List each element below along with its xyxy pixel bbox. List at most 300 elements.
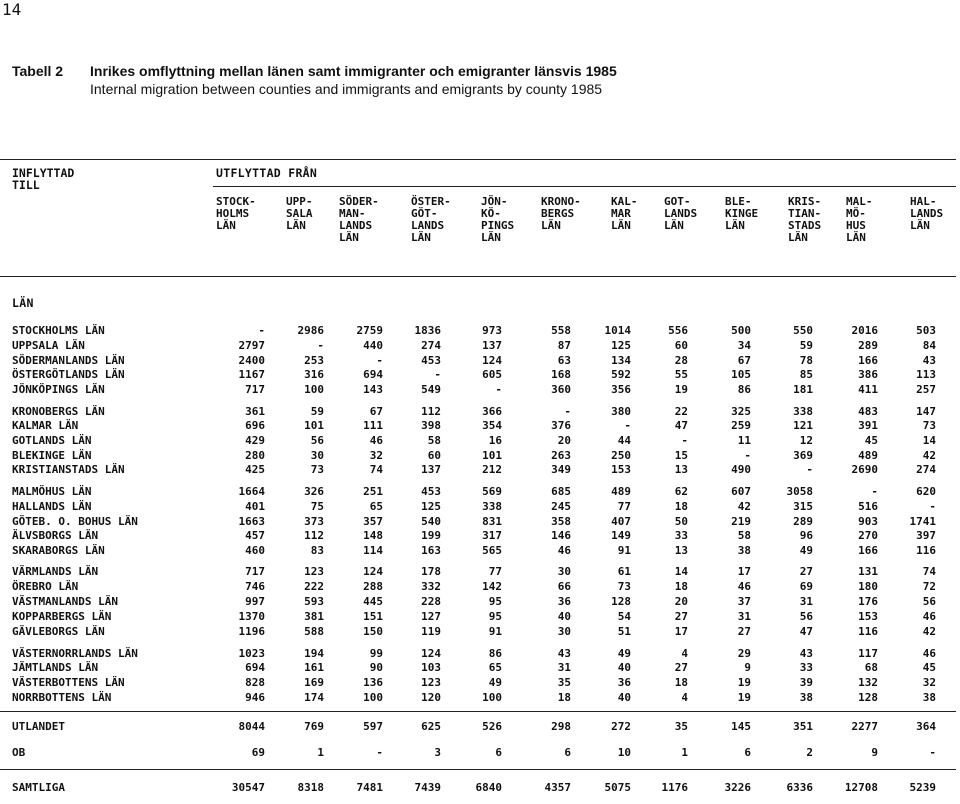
table-cell: 351 bbox=[793, 720, 813, 733]
table-cell: 43 bbox=[922, 354, 936, 367]
table-cell: 597 bbox=[363, 720, 383, 733]
table-cell: 36 bbox=[617, 676, 631, 689]
table-cell: 407 bbox=[611, 515, 631, 528]
table-cell: 6 bbox=[744, 746, 751, 759]
summary-row-label: SAMTLIGA bbox=[12, 781, 65, 794]
table-cell: 132 bbox=[858, 676, 878, 689]
table-row-label: VÄRMLANDS LÄN bbox=[12, 565, 99, 578]
table-cell: 222 bbox=[304, 580, 324, 593]
table-cell: 59 bbox=[799, 339, 813, 352]
table-cell: 44 bbox=[617, 434, 631, 447]
table-cell: 30 bbox=[310, 449, 324, 462]
table-cell: 27 bbox=[737, 625, 751, 638]
column-header: STOCK- HOLMS LÄN bbox=[216, 195, 256, 232]
table-row-label: KRONOBERGS LÄN bbox=[12, 405, 105, 418]
table-cell: 65 bbox=[488, 661, 502, 674]
table-cell: 153 bbox=[611, 463, 631, 476]
table-cell: 2277 bbox=[851, 720, 878, 733]
table-cell: 19 bbox=[737, 691, 751, 704]
table-cell: 56 bbox=[799, 610, 813, 623]
table-cell: 14 bbox=[922, 434, 936, 447]
table-cell: 117 bbox=[858, 647, 878, 660]
table-cell: 176 bbox=[858, 595, 878, 608]
table-cell: 124 bbox=[363, 565, 383, 578]
column-header: BLE- KINGE LÄN bbox=[725, 195, 759, 232]
table-cell: 317 bbox=[482, 529, 502, 542]
table-cell: 174 bbox=[304, 691, 324, 704]
table-cell: - bbox=[376, 354, 383, 367]
table-cell: 91 bbox=[488, 625, 502, 638]
table-cell: 357 bbox=[363, 515, 383, 528]
table-cell: 398 bbox=[421, 419, 441, 432]
table-cell: 565 bbox=[482, 544, 502, 557]
table-cell: 56 bbox=[310, 434, 324, 447]
table-cell: 91 bbox=[617, 544, 631, 557]
table-cell: - bbox=[929, 500, 936, 513]
column-header: MAL- MÖ- HUS LÄN bbox=[846, 195, 873, 244]
table-cell: 338 bbox=[482, 500, 502, 513]
table-row-label: KALMAR LÄN bbox=[12, 419, 79, 432]
column-header: HAL- LANDS LÄN bbox=[910, 195, 944, 232]
table-cell: 411 bbox=[858, 383, 878, 396]
table-cell: 1 bbox=[681, 746, 688, 759]
table-cell: 50 bbox=[674, 515, 688, 528]
table-cell: 125 bbox=[611, 339, 631, 352]
table-cell: 49 bbox=[799, 544, 813, 557]
table-cell: 245 bbox=[551, 500, 571, 513]
table-cell: 14 bbox=[674, 565, 688, 578]
table-cell: 145 bbox=[731, 720, 751, 733]
table-cell: 75 bbox=[310, 500, 324, 513]
table-cell: 607 bbox=[731, 485, 751, 498]
table-cell: 146 bbox=[551, 529, 571, 542]
table-cell: 136 bbox=[363, 676, 383, 689]
table-cell: - bbox=[564, 405, 571, 418]
table-cell: 8318 bbox=[297, 781, 324, 794]
table-cell: 27 bbox=[799, 565, 813, 578]
table-cell: 1176 bbox=[661, 781, 688, 794]
table-cell: 556 bbox=[668, 324, 688, 337]
table-row-label: ÄLVSBORGS LÄN bbox=[12, 529, 99, 542]
table-cell: 401 bbox=[245, 500, 265, 513]
table-cell: 250 bbox=[611, 449, 631, 462]
table-cell: 289 bbox=[858, 339, 878, 352]
table-cell: 6840 bbox=[475, 781, 502, 794]
table-cell: 6 bbox=[495, 746, 502, 759]
table-cell: 100 bbox=[482, 691, 502, 704]
table-cell: 717 bbox=[245, 383, 265, 396]
table-cell: 746 bbox=[245, 580, 265, 593]
table-cell: 526 bbox=[482, 720, 502, 733]
table-cell: 105 bbox=[731, 368, 751, 381]
table-cell: 124 bbox=[421, 647, 441, 660]
table-cell: 272 bbox=[611, 720, 631, 733]
table-cell: 270 bbox=[858, 529, 878, 542]
table-cell: 516 bbox=[858, 500, 878, 513]
table-row-label: JÄMTLANDS LÄN bbox=[12, 661, 99, 674]
table-cell: 376 bbox=[551, 419, 571, 432]
table-cell: 11 bbox=[737, 434, 751, 447]
table-cell: 460 bbox=[245, 544, 265, 557]
table-cell: 2016 bbox=[851, 324, 878, 337]
table-cell: 429 bbox=[245, 434, 265, 447]
table-cell: 55 bbox=[674, 368, 688, 381]
table-cell: 169 bbox=[304, 676, 324, 689]
table-row-label: SÖDERMANLANDS LÄN bbox=[12, 354, 125, 367]
table-cell: 5075 bbox=[604, 781, 631, 794]
table-title-swedish: Inrikes omflyttning mellan länen samt immigranter och emigranter länsvis 1985 bbox=[90, 63, 617, 79]
table-cell: 199 bbox=[421, 529, 441, 542]
column-header: UPP- SALA LÄN bbox=[286, 195, 313, 232]
table-cell: 123 bbox=[421, 676, 441, 689]
table-cell: 7481 bbox=[356, 781, 383, 794]
table-cell: 289 bbox=[793, 515, 813, 528]
table-cell: 489 bbox=[611, 485, 631, 498]
table-cell: 114 bbox=[363, 544, 383, 557]
table-row-label: VÄSTERNORRLANDS LÄN bbox=[12, 647, 138, 660]
table-cell: 73 bbox=[310, 463, 324, 476]
table-cell: 457 bbox=[245, 529, 265, 542]
table-cell: 483 bbox=[858, 405, 878, 418]
table-cell: 219 bbox=[731, 515, 751, 528]
table-cell: 78 bbox=[799, 354, 813, 367]
table-cell: 127 bbox=[421, 610, 441, 623]
table-cell: 28 bbox=[674, 354, 688, 367]
table-row-label: VÄSTMANLANDS LÄN bbox=[12, 595, 118, 608]
row-group-title: LÄN bbox=[12, 296, 34, 310]
table-cell: 101 bbox=[482, 449, 502, 462]
table-cell: 43 bbox=[557, 647, 571, 660]
table-cell: 33 bbox=[799, 661, 813, 674]
table-cell: 5239 bbox=[909, 781, 936, 794]
table-cell: 20 bbox=[674, 595, 688, 608]
table-cell: 38 bbox=[799, 691, 813, 704]
table-cell: 90 bbox=[369, 661, 383, 674]
table-cell: 257 bbox=[916, 383, 936, 396]
table-cell: 128 bbox=[611, 595, 631, 608]
table-cell: 60 bbox=[427, 449, 441, 462]
table-cell: 3 bbox=[434, 746, 441, 759]
table-cell: 592 bbox=[611, 368, 631, 381]
table-cell: 946 bbox=[245, 691, 265, 704]
table-cell: 18 bbox=[557, 691, 571, 704]
table-cell: 2797 bbox=[238, 339, 265, 352]
table-cell: - bbox=[744, 449, 751, 462]
table-cell: 120 bbox=[421, 691, 441, 704]
table-cell: 45 bbox=[922, 661, 936, 674]
table-cell: 2759 bbox=[356, 324, 383, 337]
table-cell: 77 bbox=[617, 500, 631, 513]
table-cell: 31 bbox=[799, 595, 813, 608]
table-cell: 1663 bbox=[238, 515, 265, 528]
table-cell: 30 bbox=[557, 625, 571, 638]
table-cell: 364 bbox=[916, 720, 936, 733]
table-cell: 95 bbox=[488, 595, 502, 608]
table-cell: 17 bbox=[674, 625, 688, 638]
table-cell: 550 bbox=[793, 324, 813, 337]
table-cell: 13 bbox=[674, 544, 688, 557]
table-cell: 37 bbox=[737, 595, 751, 608]
table-cell: 8044 bbox=[238, 720, 265, 733]
table-cell: 31 bbox=[557, 661, 571, 674]
table-cell: 111 bbox=[363, 419, 383, 432]
table-cell: 46 bbox=[922, 610, 936, 623]
table-cell: 128 bbox=[858, 691, 878, 704]
table-cell: 253 bbox=[304, 354, 324, 367]
column-header: GOT- LANDS LÄN bbox=[664, 195, 698, 232]
table-cell: 10 bbox=[617, 746, 631, 759]
table-cell: 360 bbox=[551, 383, 571, 396]
table-cell: 86 bbox=[737, 383, 751, 396]
table-cell: 280 bbox=[245, 449, 265, 462]
table-cell: 19 bbox=[674, 383, 688, 396]
table-cell: 625 bbox=[421, 720, 441, 733]
table-cell: 569 bbox=[482, 485, 502, 498]
table-cell: 717 bbox=[245, 565, 265, 578]
table-cell: 69 bbox=[799, 580, 813, 593]
table-cell: 73 bbox=[922, 419, 936, 432]
table-cell: - bbox=[495, 383, 502, 396]
table-cell: 453 bbox=[421, 354, 441, 367]
table-cell: 42 bbox=[922, 625, 936, 638]
table-cell: 20 bbox=[557, 434, 571, 447]
table-cell: 38 bbox=[737, 544, 751, 557]
table-cell: 361 bbox=[245, 405, 265, 418]
table-cell: 4 bbox=[681, 691, 688, 704]
table-cell: 137 bbox=[421, 463, 441, 476]
table-cell: 46 bbox=[737, 580, 751, 593]
table-cell: 369 bbox=[793, 449, 813, 462]
table-cell: 356 bbox=[611, 383, 631, 396]
table-cell: - bbox=[317, 339, 324, 352]
table-cell: 148 bbox=[363, 529, 383, 542]
table-cell: 36 bbox=[557, 595, 571, 608]
table-cell: 32 bbox=[922, 676, 936, 689]
table-cell: 96 bbox=[799, 529, 813, 542]
table-cell: 251 bbox=[363, 485, 383, 498]
table-cell: 18 bbox=[674, 580, 688, 593]
table-cell: - bbox=[806, 463, 813, 476]
table-cell: 33 bbox=[674, 529, 688, 542]
table-row-label: UPPSALA LÄN bbox=[12, 339, 85, 352]
table-cell: 380 bbox=[611, 405, 631, 418]
table-cell: 100 bbox=[304, 383, 324, 396]
table-cell: 35 bbox=[557, 676, 571, 689]
table-cell: 31 bbox=[737, 610, 751, 623]
table-cell: 151 bbox=[363, 610, 383, 623]
table-cell: 274 bbox=[916, 463, 936, 476]
column-header: ÖSTER- GÖT- LANDS LÄN bbox=[411, 195, 451, 244]
table-cell: 332 bbox=[421, 580, 441, 593]
table-cell: 27 bbox=[674, 661, 688, 674]
table-row-label: NORRBOTTENS LÄN bbox=[12, 691, 112, 704]
table-cell: 549 bbox=[421, 383, 441, 396]
column-header: KAL- MAR LÄN bbox=[611, 195, 638, 232]
table-cell: 46 bbox=[922, 647, 936, 660]
table-cell: 59 bbox=[310, 405, 324, 418]
table-row-label: GOTLANDS LÄN bbox=[12, 434, 92, 447]
summary-row-label: OB bbox=[12, 746, 26, 759]
table-cell: 194 bbox=[304, 647, 324, 660]
table-cell: 74 bbox=[369, 463, 383, 476]
table-cell: 6336 bbox=[786, 781, 813, 794]
table-cell: 397 bbox=[916, 529, 936, 542]
table-cell: - bbox=[871, 485, 878, 498]
table-cell: 123 bbox=[304, 565, 324, 578]
table-cell: 316 bbox=[304, 368, 324, 381]
table-cell: 16 bbox=[488, 434, 502, 447]
table-cell: 62 bbox=[674, 485, 688, 498]
column-group-title: UTFLYTTAD FRÅN bbox=[216, 166, 318, 180]
table-cell: 288 bbox=[363, 580, 383, 593]
table-cell: 69 bbox=[251, 746, 265, 759]
table-cell: 119 bbox=[421, 625, 441, 638]
table-cell: 973 bbox=[482, 324, 502, 337]
table-cell: 19 bbox=[737, 676, 751, 689]
table-cell: 212 bbox=[482, 463, 502, 476]
table-cell: 1836 bbox=[414, 324, 441, 337]
table-cell: 61 bbox=[617, 565, 631, 578]
table-cell: 2986 bbox=[297, 324, 324, 337]
table-cell: 325 bbox=[731, 405, 751, 418]
table-cell: 605 bbox=[482, 368, 502, 381]
table-cell: 38 bbox=[922, 691, 936, 704]
table-cell: 685 bbox=[551, 485, 571, 498]
table-cell: 298 bbox=[551, 720, 571, 733]
table-cell: 67 bbox=[737, 354, 751, 367]
table-cell: 1014 bbox=[604, 324, 631, 337]
table-cell: - bbox=[624, 419, 631, 432]
table-cell: 54 bbox=[617, 610, 631, 623]
table-row-label: HALLANDS LÄN bbox=[12, 500, 92, 513]
table-cell: 620 bbox=[916, 485, 936, 498]
table-cell: 349 bbox=[551, 463, 571, 476]
table-cell: 3058 bbox=[786, 485, 813, 498]
table-row-label: SKARABORGS LÄN bbox=[12, 544, 105, 557]
table-cell: 32 bbox=[369, 449, 383, 462]
column-header: SÖDER- MAN- LANDS LÄN bbox=[339, 195, 379, 244]
table-cell: 142 bbox=[482, 580, 502, 593]
table-row-label: KOPPARBERGS LÄN bbox=[12, 610, 112, 623]
table-cell: 99 bbox=[369, 647, 383, 660]
table-cell: 326 bbox=[304, 485, 324, 498]
table-cell: 35 bbox=[674, 720, 688, 733]
table-cell: 391 bbox=[858, 419, 878, 432]
table-cell: 694 bbox=[245, 661, 265, 674]
table-cell: 315 bbox=[793, 500, 813, 513]
page-number: 14 bbox=[2, 0, 22, 19]
table-cell: 40 bbox=[557, 610, 571, 623]
table-cell: 354 bbox=[482, 419, 502, 432]
table-cell: 42 bbox=[737, 500, 751, 513]
table-cell: 4357 bbox=[544, 781, 571, 794]
table-cell: 259 bbox=[731, 419, 751, 432]
table-cell: 831 bbox=[482, 515, 502, 528]
table-cell: 116 bbox=[858, 625, 878, 638]
table-cell: 1370 bbox=[238, 610, 265, 623]
column-header: KRONO- BERGS LÄN bbox=[541, 195, 581, 232]
table-cell: 46 bbox=[369, 434, 383, 447]
table-cell: 13 bbox=[674, 463, 688, 476]
table-row-label: ÖSTERGÖTLANDS LÄN bbox=[12, 368, 125, 381]
table-cell: 124 bbox=[482, 354, 502, 367]
table-cell: 121 bbox=[793, 419, 813, 432]
top-rule bbox=[0, 159, 956, 160]
table-cell: 125 bbox=[421, 500, 441, 513]
table-cell: 373 bbox=[304, 515, 324, 528]
table-cell: 100 bbox=[363, 691, 383, 704]
table-cell: 29 bbox=[737, 647, 751, 660]
table-cell: 17 bbox=[737, 565, 751, 578]
table-cell: 588 bbox=[304, 625, 324, 638]
summary-rule bbox=[0, 711, 956, 712]
table-cell: 112 bbox=[304, 529, 324, 542]
table-cell: 60 bbox=[674, 339, 688, 352]
table-row-label: BLEKINGE LÄN bbox=[12, 449, 92, 462]
table-cell: 558 bbox=[551, 324, 571, 337]
table-cell: 263 bbox=[551, 449, 571, 462]
table-cell: 149 bbox=[611, 529, 631, 542]
table-cell: 694 bbox=[363, 368, 383, 381]
table-cell: 63 bbox=[557, 354, 571, 367]
table-cell: 85 bbox=[799, 368, 813, 381]
table-cell: 40 bbox=[617, 661, 631, 674]
table-cell: 74 bbox=[922, 565, 936, 578]
table-cell: 338 bbox=[793, 405, 813, 418]
table-cell: 6 bbox=[564, 746, 571, 759]
table-cell: 112 bbox=[421, 405, 441, 418]
table-cell: 30547 bbox=[231, 781, 265, 794]
table-cell: - bbox=[681, 434, 688, 447]
row-header-title: INFLYTTAD TILL bbox=[12, 166, 75, 192]
table-row-label: ÖREBRO LÄN bbox=[12, 580, 79, 593]
table-cell: 22 bbox=[674, 405, 688, 418]
table-cell: 147 bbox=[916, 405, 936, 418]
table-cell: 87 bbox=[557, 339, 571, 352]
table-cell: 65 bbox=[369, 500, 383, 513]
table-row-label: JÖNKÖPINGS LÄN bbox=[12, 383, 105, 396]
column-header: JÖN- KÖ- PINGS LÄN bbox=[481, 195, 515, 244]
table-cell: 47 bbox=[799, 625, 813, 638]
summary-row-label: UTLANDET bbox=[12, 720, 65, 733]
table-cell: - bbox=[258, 324, 265, 337]
table-cell: 73 bbox=[617, 580, 631, 593]
table-cell: 46 bbox=[557, 544, 571, 557]
table-cell: 166 bbox=[858, 354, 878, 367]
table-cell: 84 bbox=[922, 339, 936, 352]
table-cell: 9 bbox=[744, 661, 751, 674]
table-row-label: GÄVLEBORGS LÄN bbox=[12, 625, 105, 638]
table-title-english: Internal migration between counties and immigrants and emigrants by county 1985 bbox=[90, 81, 603, 97]
table-cell: 453 bbox=[421, 485, 441, 498]
table-cell: 178 bbox=[421, 565, 441, 578]
table-cell: - bbox=[929, 746, 936, 759]
table-cell: 40 bbox=[617, 691, 631, 704]
table-cell: 425 bbox=[245, 463, 265, 476]
table-cell: 150 bbox=[363, 625, 383, 638]
table-cell: 77 bbox=[488, 565, 502, 578]
table-cell: 134 bbox=[611, 354, 631, 367]
table-cell: 83 bbox=[310, 544, 324, 557]
table-cell: 137 bbox=[482, 339, 502, 352]
table-cell: 1664 bbox=[238, 485, 265, 498]
table-cell: 86 bbox=[488, 647, 502, 660]
header-bottom-rule bbox=[0, 276, 956, 277]
table-cell: 274 bbox=[421, 339, 441, 352]
table-cell: 540 bbox=[421, 515, 441, 528]
table-cell: 1196 bbox=[238, 625, 265, 638]
table-cell: 42 bbox=[922, 449, 936, 462]
